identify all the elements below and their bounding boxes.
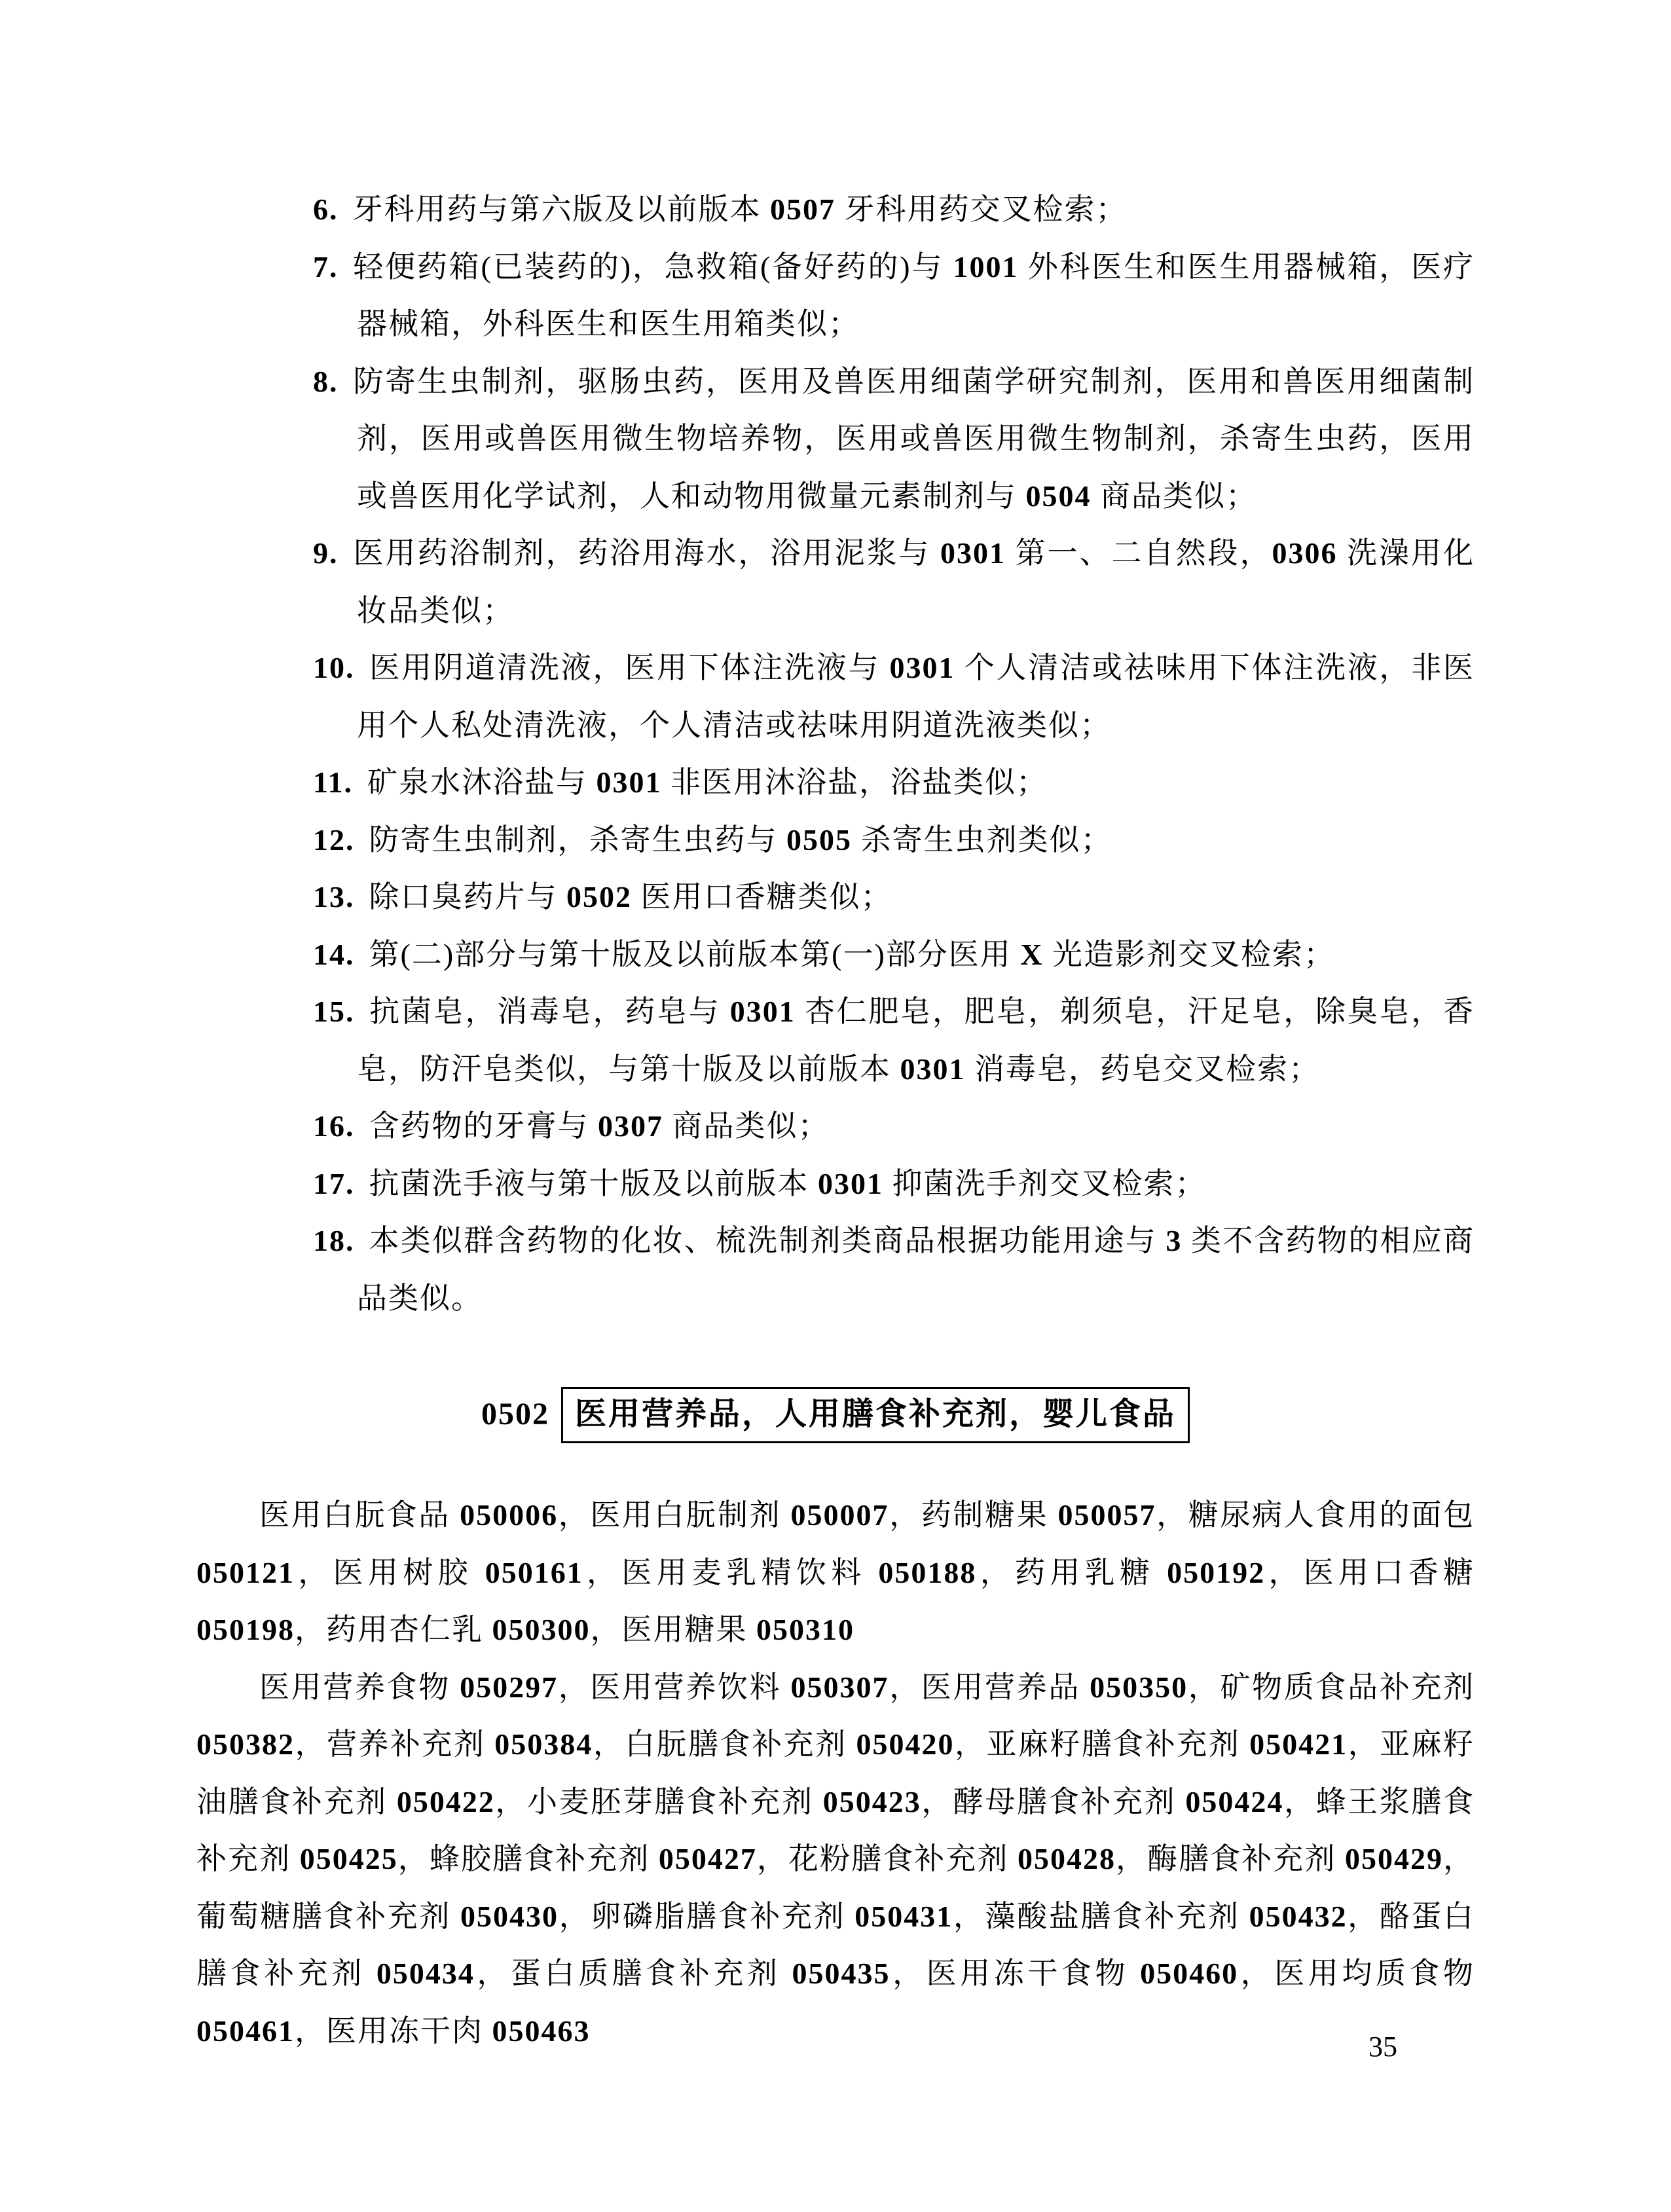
list-item-text: 医用药浴制剂，药浴用海水，浴用泥浆与 0301 第一、二自然段，0306 洗澡用化妆品类似；	[352, 536, 1475, 627]
list-item-text: 含药物的牙膏与 0307 商品类似；	[369, 1109, 830, 1143]
page-content	[196, 0, 1475, 2059]
list-item-text: 防寄生虫制剂，杀寄生虫药与 0505 杀寄生虫剂类似；	[369, 822, 1112, 857]
list-item	[196, 1155, 1475, 1213]
list-item	[196, 811, 1475, 869]
section-code: 0502	[481, 1397, 549, 1431]
list-item	[196, 926, 1475, 984]
list-item-number: 9.	[313, 536, 339, 570]
list-item-number: 13.	[313, 880, 355, 913]
list-item-number: 6.	[313, 193, 339, 226]
list-item	[196, 353, 1475, 525]
list-item	[196, 181, 1475, 238]
paragraph: 医用白朊食品 050006，医用白朊制剂 050007，药制糖果 050057，糖尿病人食用的面包 050121，医用树胶 050161，医用麦乳精饮料 050188，药用乳糖 050192，医用口香糖 050198，药用杏仁乳 050300，医用糖果 050310	[196, 1498, 1475, 1646]
list-item-number: 17.	[313, 1166, 355, 1200]
notes-list	[196, 181, 1475, 1327]
list-item	[196, 525, 1475, 639]
list-item	[196, 1097, 1475, 1155]
list-item-text: 抗菌洗手液与第十版及以前版本 0301 抑菌洗手剂交叉检索；	[369, 1166, 1207, 1200]
list-item-text: 防寄生虫制剂，驱肠虫药，医用及兽医用细菌学研究制剂，医用和兽医用细菌制剂，医用或兽医用微生物培养物，医用或兽医用微生物制剂，杀寄生虫药，医用或兽医用化学试剂，人和动物用微量元素制剂与 0504 商品类似；	[352, 364, 1475, 513]
goods-paragraphs	[196, 1486, 1475, 2059]
section-title: 医用营养品，人用膳食补充剂，婴儿食品	[561, 1387, 1190, 1443]
list-item-number: 12.	[313, 822, 355, 857]
list-item-number: 18.	[313, 1224, 355, 1257]
list-item-number: 8.	[313, 364, 339, 398]
paragraph: 医用营养食物 050297，医用营养饮料 050307，医用营养品 050350，矿物质食品补充剂 050382，营养补充剂 050384，白朊膳食补充剂 050420，亚麻籽膳食补充剂 050421，亚麻籽油膳食补充剂 050422，小麦胚芽膳食补充剂 050423，酵母膳食补充剂 050424，蜂王浆膳食补充剂 050425，蜂胶膳食补充剂 050427，花粉膳食补充剂 050428，酶膳食补充剂 050429，葡萄糖膳食补充剂 050430，卵磷脂膳食补充剂 050431，藻酸盐膳食补充剂 050432，酪蛋白膳食补充剂 050434，蛋白质膳食补充剂 050435，医用冻干食物 050460，医用均质食物 050461，医用冻干肉 050463	[196, 1670, 1475, 2048]
list-item	[196, 1212, 1475, 1327]
section-header	[196, 1387, 1475, 1443]
list-item	[196, 983, 1475, 1097]
list-item-text: 第(二)部分与第十版及以前版本第(一)部分医用 X 光造影剂交叉检索；	[369, 937, 1336, 971]
list-item-text: 轻便药箱(已装药的)，急救箱(备好药的)与 1001 外科医生和医生用器械箱，医疗器械箱，外科医生和医生用箱类似；	[352, 249, 1475, 341]
list-item-number: 10.	[313, 651, 355, 684]
list-item-text: 本类似群含药物的化妆、梳洗制剂类商品根据功能用途与 3 类不含药物的相应商品类似。	[357, 1224, 1475, 1315]
list-item-number: 7.	[313, 249, 339, 284]
list-item	[196, 754, 1475, 811]
list-item-text: 矿泉水沐浴盐与 0301 非医用沐浴盐，浴盐类似；	[367, 765, 1048, 799]
page-number: 35	[1368, 2031, 1397, 2063]
list-item-text: 牙科用药与第六版及以前版本 0507 牙科用药交叉检索；	[352, 193, 1128, 226]
list-item-number: 11.	[313, 765, 353, 799]
list-item	[196, 238, 1475, 353]
list-item-number: 16.	[313, 1109, 355, 1143]
list-item-text: 医用阴道清洗液，医用下体注洗液与 0301 个人清洁或祛味用下体注洗液，非医用个人私处清洗液，个人清洁或祛味用阴道洗液类似；	[357, 651, 1475, 742]
list-item	[196, 639, 1475, 754]
list-item-text: 除口臭药片与 0502 医用口香糖类似；	[369, 880, 892, 913]
list-item-text: 抗菌皂，消毒皂，药皂与 0301 杏仁肥皂，肥皂，剃须皂，汗足皂，除臭皂，香皂，防汗皂类似，与第十版及以前版本 0301 消毒皂，药皂交叉检索；	[357, 995, 1475, 1086]
list-item-number: 15.	[313, 995, 355, 1028]
list-item-number: 14.	[313, 937, 355, 971]
list-item	[196, 868, 1475, 926]
